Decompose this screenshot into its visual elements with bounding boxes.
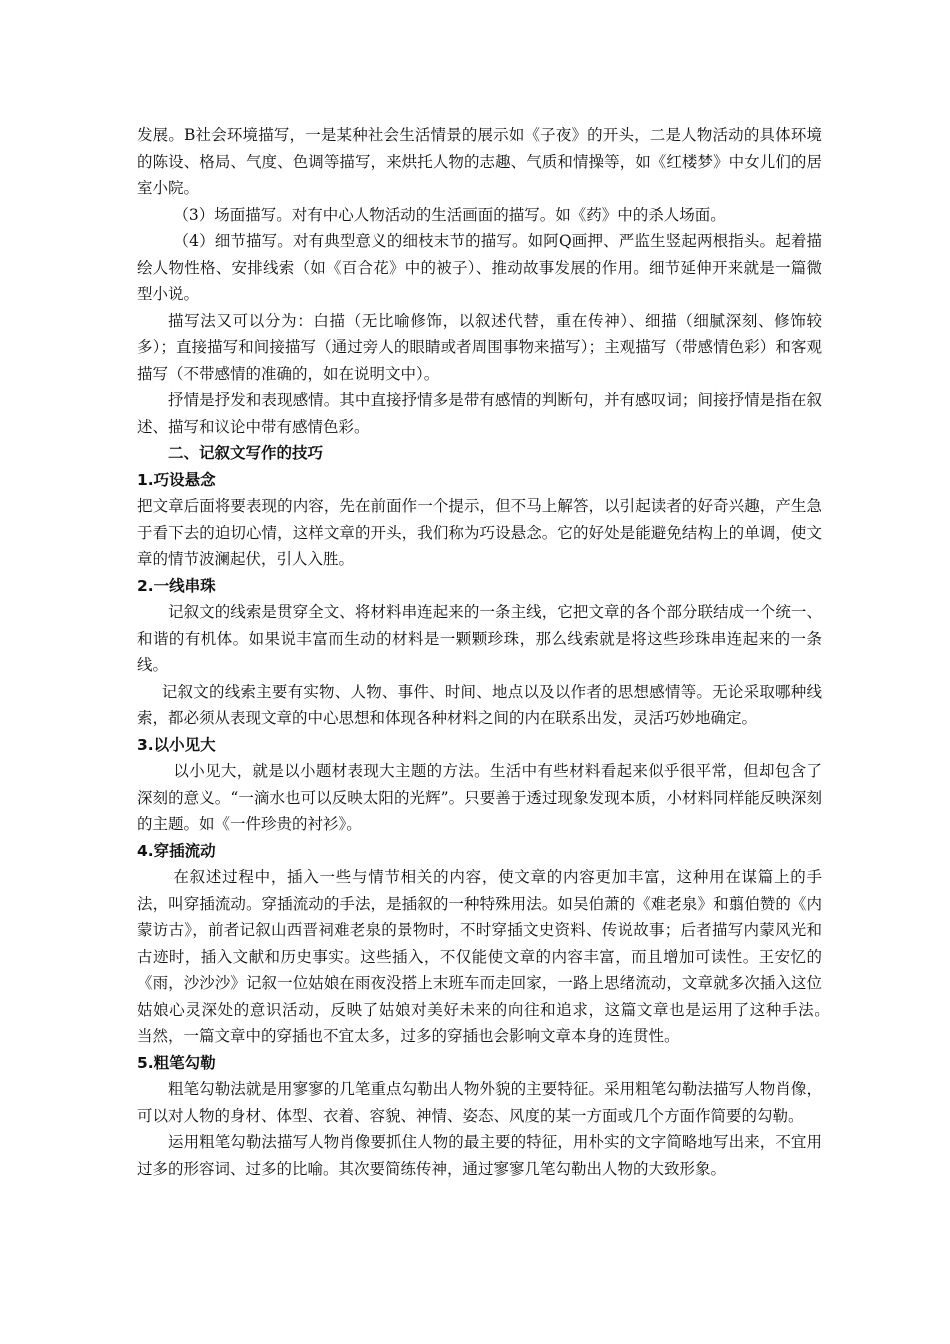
paragraph-detail-description: （4）细节描写。对有典型意义的细枝末节的描写。如阿Q画押、严监生竖起两根指头。起着描绘人物性格、安排线索（如《百合花》中的被子）、推动故事发展的作用。细节延伸开来就是一篇微型小说。 [137,232,822,303]
paragraph-thread-2: 记叙文的线索主要有实物、人物、事件、时间、地点以及以作者的思想感情等。无论采取哪种线索，都必须从表现文章的中心思想和体现各种材料之间的内在联系出发，灵活巧妙地确定。 [137,682,822,727]
paragraph-thread-1: 记叙文的线索是贯穿全文、将材料串连起来的一条主线，它把文章的各个部分联结成一个统一、和谐的有机体。如果说丰富而生动的材料是一颗颗珍珠，那么线索就是将这些珍珠串连起来的一条线。 [137,603,822,674]
paragraph-rough-sketch-2: 运用粗笔勾勒法描写人物肖像要抓住人物的最主要的特征，用朴实的文字简略地写出来，不宜用过多的形容词、过多的比喻。其次要简练传神，通过寥寥几笔勾勒出人物的大致形象。 [137,1133,822,1178]
heading-small-to-big: 3.以小见大 [137,735,216,754]
paragraph-social-environment: 发展。B社会环境描写，一是某种社会生活情景的展示如《子夜》的开头，二是人物活动的具体环境的陈设、格局、气度、色调等描写，来烘托人物的志趣、气质和情操等，如《红楼梦》中女儿们的居室小院。 [137,126,822,197]
section-heading-techniques: 二、记叙文写作的技巧 [168,444,324,462]
heading-interweaving: 4.穿插流动 [137,841,216,860]
paragraph-lyrical: 抒情是抒发和表现感情。其中直接抒情多是带有感情的判断句，并有感叹词；间接抒情是指在叙述、描写和议论中带有感情色彩。 [137,391,822,436]
heading-suspense: 1.巧设悬念 [137,470,216,489]
paragraph-scene-description: （3）场面描写。对有中心人物活动的生活画面的描写。如《药》中的杀人场面。 [173,205,726,224]
heading-thread: 2.一线串珠 [137,576,216,595]
paragraph-suspense: 把文章后面将要表现的内容，先在前面作一个提示，但不马上解答，以引起读者的好奇兴趣，产生急于看下去的迫切心情，这样文章的开头，我们称为巧设悬念。它的好处是能避免结构上的单调，使文章的情节波澜起伏，引人入胜。 [137,497,822,568]
paragraph-interweaving: 在叙述过程中，插入一些与情节相关的内容，使文章的内容更加丰富，这种用在谋篇上的手法，叫穿插流动。穿插流动的手法，是插叙的一种特殊用法。如吴伯萧的《难老泉》和翦伯赞的《内蒙访古》，前者记叙山西晋祠难老泉的景物时，不时穿插文史资料、传说故事；后者描写内蒙风光和古迹时，插入文献和历史事实。这些插入，不仅能使文章的内容丰富，而且增加可读性。王安忆的《雨，沙沙沙》记叙一位姑娘在雨夜没搭上末班车而走回家，一路上思绪流动，文章就多次插入这位姑娘心灵深处的意识活动，反映了姑娘对美好未来的向往和追求，这篇文章也是运用了这种手法。 当然，一篇文章中的穿插也不宜太多，过多的穿插也会影响文章本身的连贯性。 [137,868,854,1045]
paragraph-description-types: 描写法又可以分为：白描（无比喻修饰，以叙述代替，重在传神）、细描（细腻深刻、修饰较多）；直接描写和间接描写（通过旁人的眼睛或者周围事物来描写）；主观描写（带感情色彩）和客观描写（不带感情的准确的，如在说明文中）。 [137,311,822,383]
heading-rough-sketch: 5.粗笔勾勒 [137,1053,216,1072]
paragraph-rough-sketch-1: 粗笔勾勒法就是用寥寥的几笔重点勾勒出人物外貌的主要特征。采用粗笔勾勒法描写人物肖像，可以对人物的身材、体型、衣着、容貌、神情、姿态、风度的某一方面或几个方面作简要的勾勒。 [137,1080,822,1125]
document-page [137,122,854,1182]
paragraph-small-to-big: 以小见大，就是以小题材表现大主题的方法。生活中有些材料看起来似乎很平常，但却包含了深刻的意义。“一滴水也可以反映太阳的光辉”。只要善于透过现象发现本质，小材料同样能反映深刻的主题。如《一件珍贵的衬衫》。 [137,762,822,833]
